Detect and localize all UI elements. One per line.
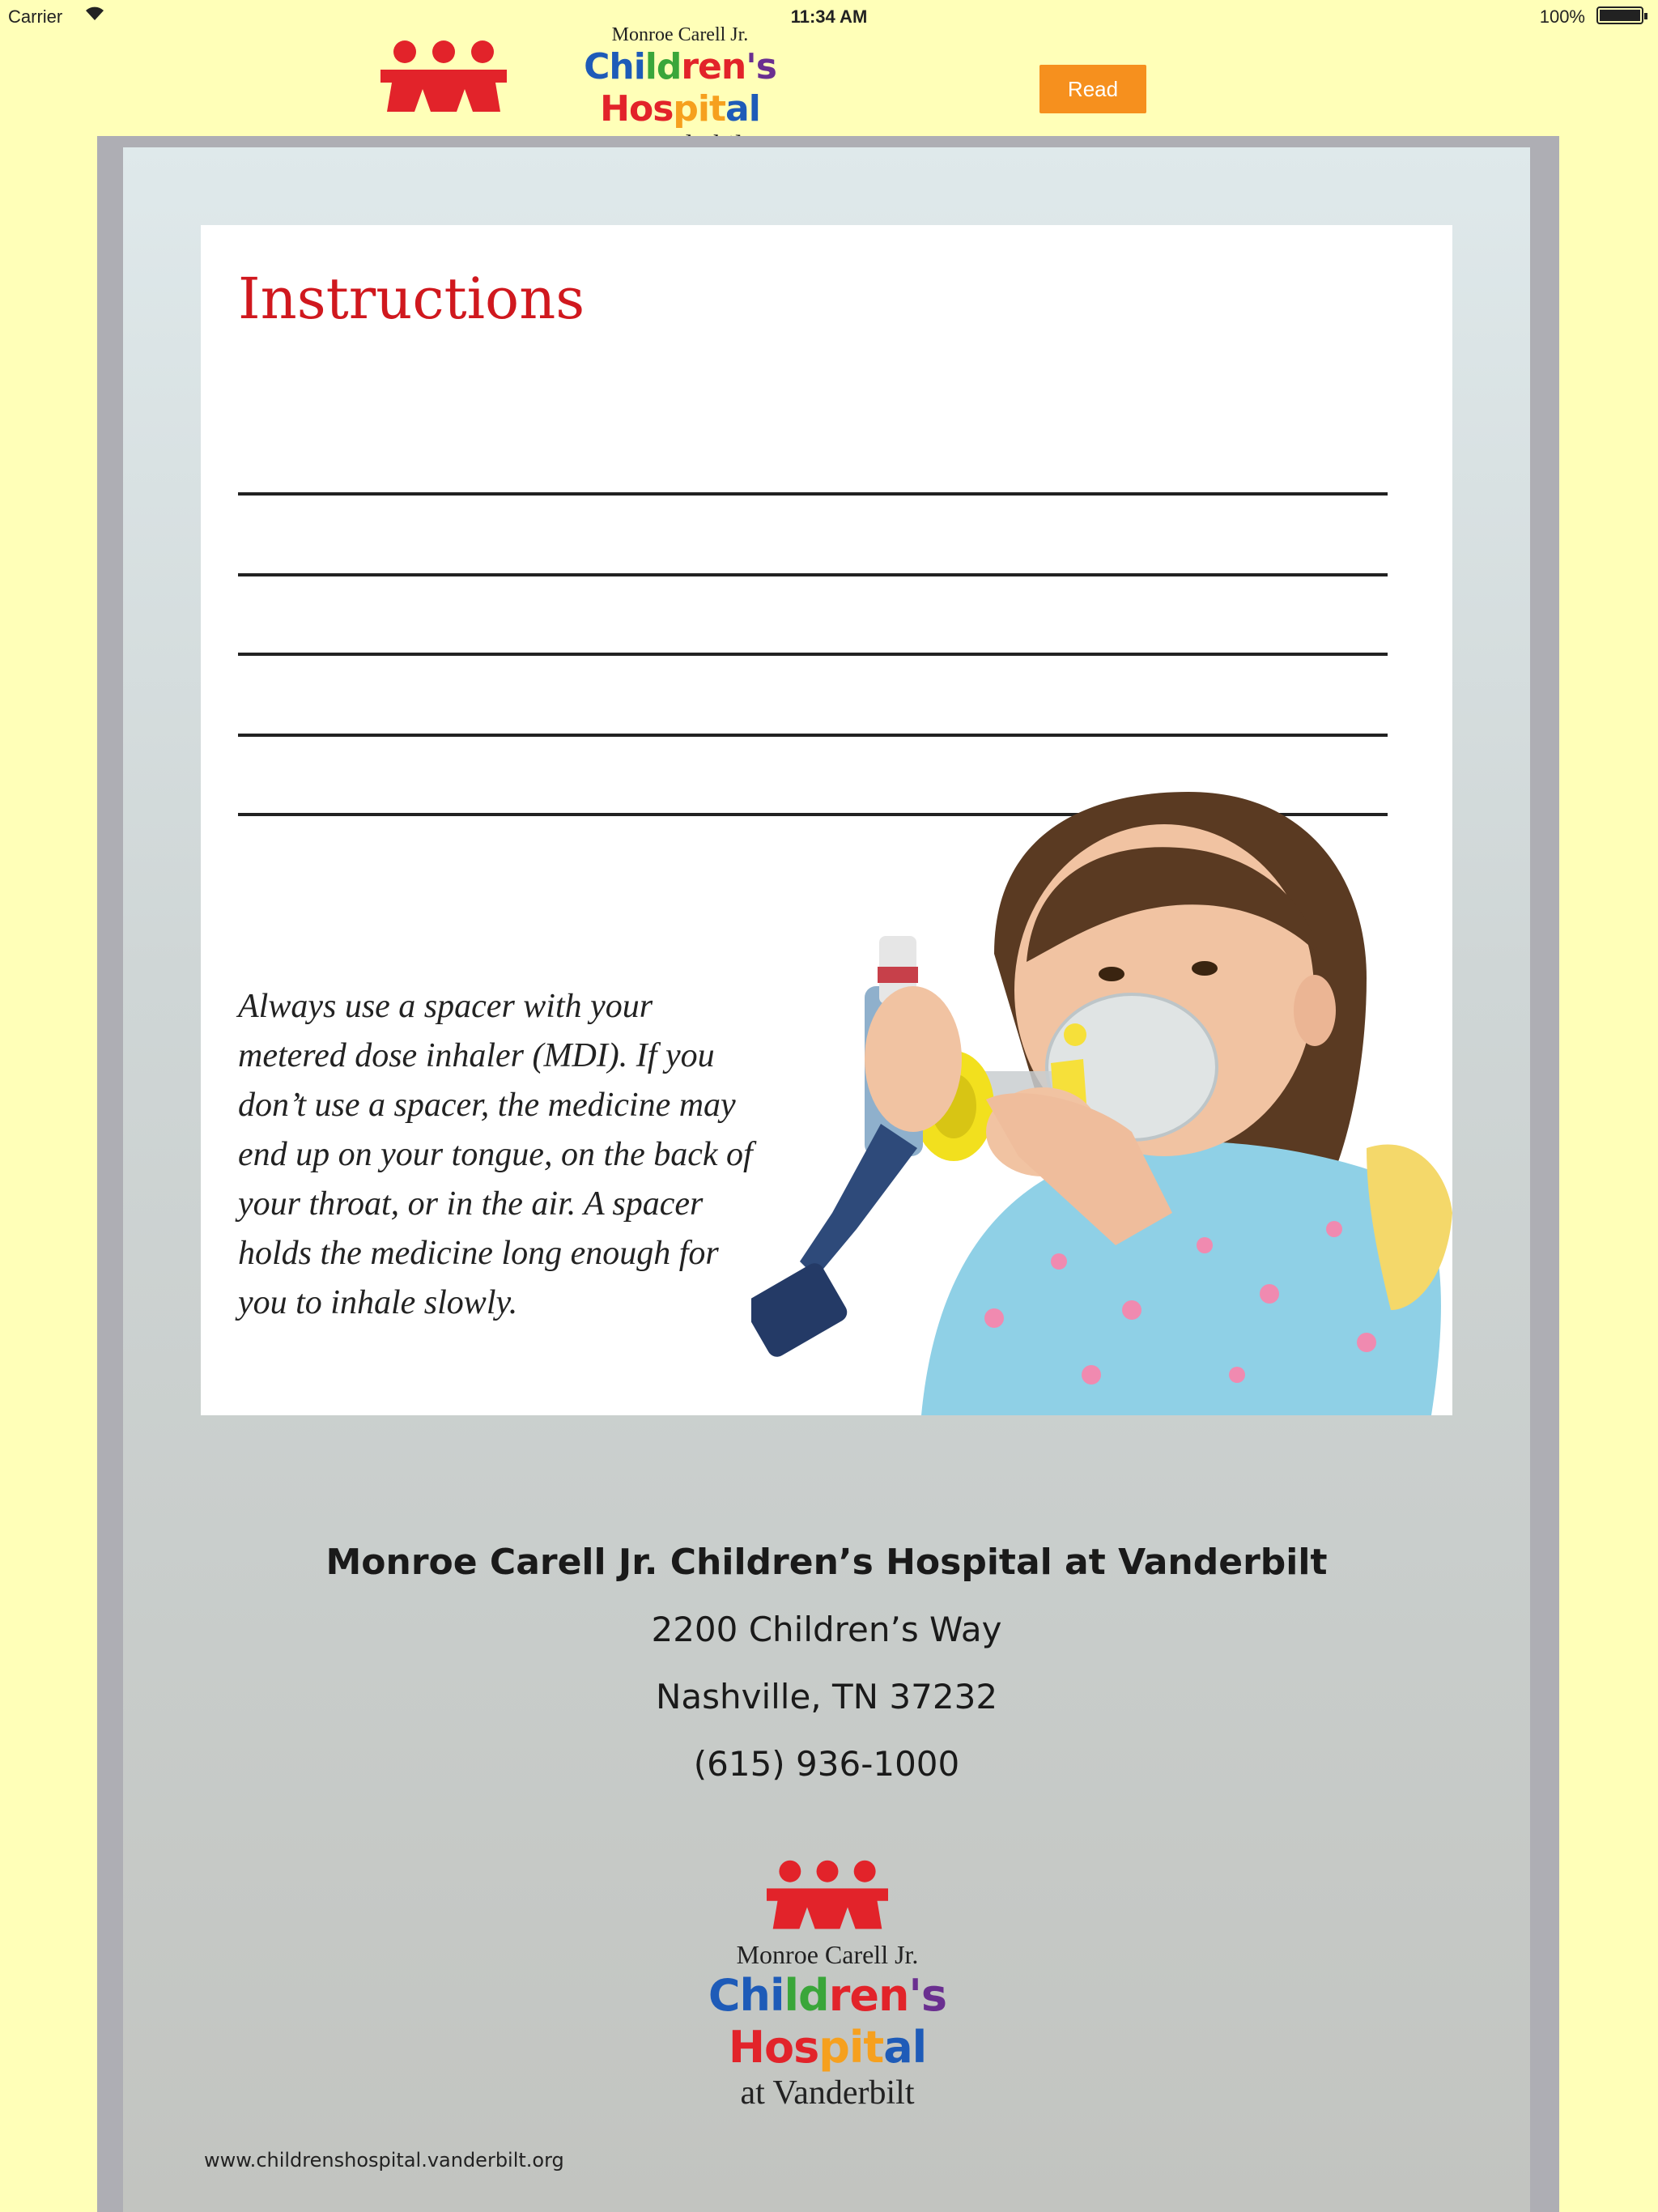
footer-logo-wordmark: Children's Hospital <box>708 1970 947 2073</box>
street-address: 2200 Children’s Way <box>651 1610 1002 1649</box>
hospital-name: Monroe Carell Jr. Children’s Hospital at Vanderbilt <box>325 1542 1328 1583</box>
carrier-label: Carrier <box>8 6 63 27</box>
clock: 11:34 AM <box>790 6 868 27</box>
spacer-instructions-text: Always use a spacer with your metered dose inhaler (MDI). If you don’t use a spacer, the medicine may end up on your tongue, on the back of your throat, or in the air. A spacer holds the medicine long enough for you to inhale slowly. <box>238 988 753 1321</box>
paper-dolls-logo-icon <box>380 39 507 117</box>
instructions-card <box>201 225 1452 1415</box>
document-page <box>123 147 1530 2212</box>
instruction-write-line <box>238 492 1388 496</box>
logo-top-line: Monroe Carell Jr. <box>611 24 749 45</box>
website-url: www.childrenshospital.vanderbilt.org <box>204 2149 564 2172</box>
child-using-inhaler-photo <box>751 792 1452 1415</box>
footer-hospital-logo <box>641 1857 1014 2112</box>
footer-logo-bottom-line: at Vanderbilt <box>740 2074 915 2112</box>
paper-dolls-logo-icon <box>767 1857 888 1935</box>
header-hospital-logo <box>380 24 834 130</box>
instructions-title: Instructions <box>238 266 585 332</box>
instruction-write-line <box>238 734 1388 737</box>
logo-wordmark: Children's Hospital <box>584 46 776 130</box>
footer-logo-top-line: Monroe Carell Jr. <box>736 1940 919 1969</box>
hospital-address <box>123 1538 1530 1789</box>
phone-number: (615) 936-1000 <box>693 1744 960 1784</box>
battery-percent: 100% <box>1539 6 1585 27</box>
instruction-write-line <box>238 653 1388 656</box>
battery-icon <box>1596 6 1643 24</box>
document-viewer[interactable] <box>97 136 1559 2212</box>
read-button[interactable]: Read <box>1039 65 1146 113</box>
city-state-zip: Nashville, TN 37232 <box>655 1677 998 1716</box>
instruction-write-line <box>238 573 1388 576</box>
